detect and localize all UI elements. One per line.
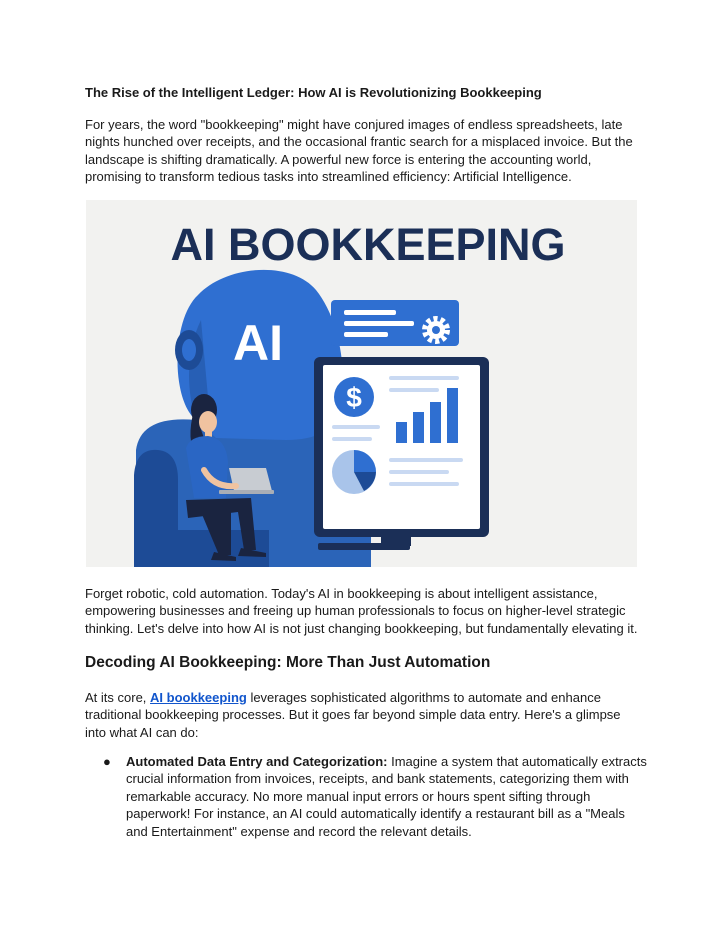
intro-paragraph: For years, the word "bookkeeping" might have conjured images of endless spreadsheets, late nights hunched over receipts, and the occasional frantic search for a misplaced invoice. But the landscape is shifting dramatically. A powerful new force is entering the accounting world, promising to transform tedious tasks into streamlined efficiency: Artificial Intelligence. xyxy=(85,117,633,185)
list-item-body: Imagine a system that automatically extracts crucial information from invoices, receipts, and bank statements, categorizing them with remarkable accuracy. No more manual input errors or hours spent sifting through paperwork! For instance, an AI could automatically identify a restaurant bill as a "Meals and Entertainment" expense and record the relevant details. xyxy=(126,754,647,839)
body-paragraph: Forget robotic, cold automation. Today's AI in bookkeeping is about intelligent assistance, empowering businesses and freeing up human professionals to focus on higher-level strategic thinking. Let's delve into how AI is not just changing bookkeeping, but fundamentally elevating it. xyxy=(85,586,638,636)
bar-chart-bar xyxy=(430,402,441,443)
paragraph-text: leverages sophisticated algorithms to automate and enhance traditional bookkeeping processes. But it goes far beyond simple data entry. Here's a glimpse into what AI can do: xyxy=(85,690,621,740)
bar-chart-bar xyxy=(447,388,458,443)
dollar-icon: $ xyxy=(346,382,362,413)
bar-chart-bar xyxy=(396,422,407,443)
article-title: The Rise of the Intelligent Ledger: How AI is Revolutionizing Bookkeeping xyxy=(85,85,542,100)
pie-chart-icon xyxy=(332,450,376,494)
monitor-dashboard-icon xyxy=(314,357,489,550)
section-heading: Decoding AI Bookkeeping: More Than Just Automation xyxy=(85,654,491,671)
settings-card-icon xyxy=(331,300,459,346)
ai-bookkeeping-illustration xyxy=(86,200,637,567)
bullet-marker: ● xyxy=(103,754,111,769)
illustration-heading: AI BOOKKEEPING xyxy=(170,219,566,270)
bar-chart-bar xyxy=(413,412,424,443)
list-item-lead: Automated Data Entry and Categorization: xyxy=(126,754,388,769)
paragraph-text: At its core, xyxy=(85,690,151,705)
list-item-text xyxy=(126,753,648,840)
body-paragraph xyxy=(85,689,645,741)
ai-bookkeeping-link[interactable]: AI bookkeeping xyxy=(150,690,247,705)
robot-ai-label: AI xyxy=(233,315,283,371)
